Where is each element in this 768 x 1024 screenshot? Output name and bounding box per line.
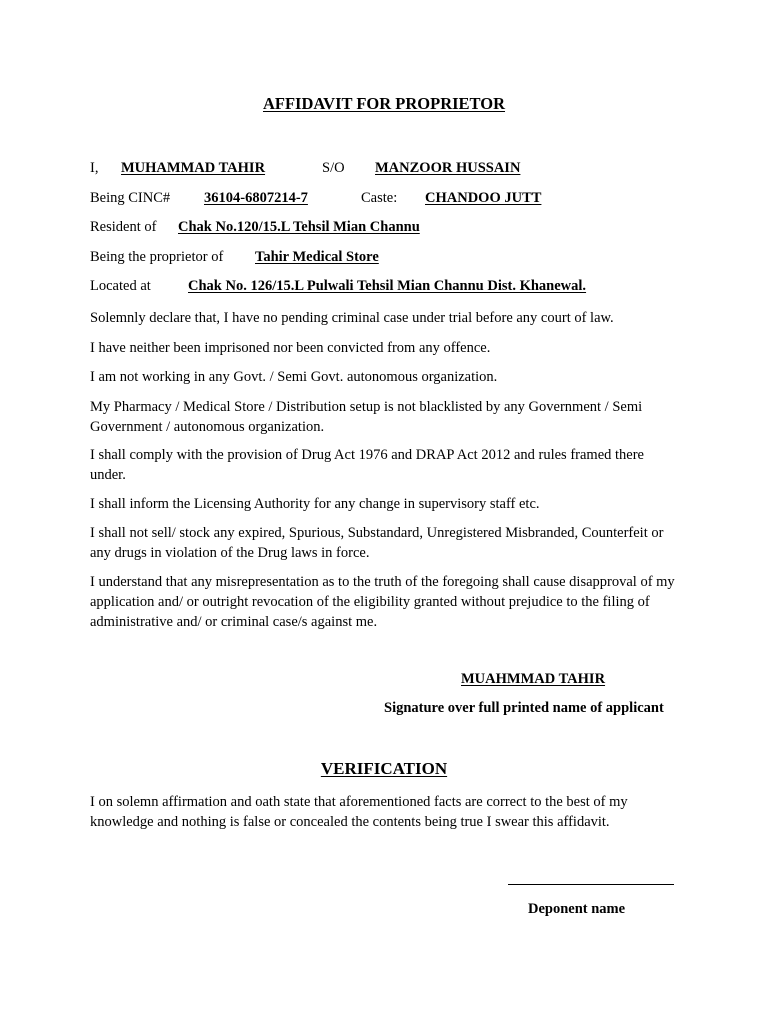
declaration-item: I understand that any misrepresentation as to the truth of the foregoing shall cause disapproval of my application and/ or outright revocation of the eligibility granted without prejudice to the filing of administrative and/ or criminal case/s against me. — [90, 574, 675, 630]
declaration-item: I shall not sell/ stock any expired, Spurious, Substandard, Unregistered Misbranded, Counterfeit or any drugs in violation of the Drug laws in force. — [90, 525, 664, 561]
store-location: Chak No. 126/15.L Pulwali Tehsil Mian Channu Dist. Khanewal. — [188, 278, 587, 294]
declaration-item: My Pharmacy / Medical Store / Distribution setup is not blacklisted by any Government / Semi Government / autonomous organization. — [90, 399, 643, 435]
signatory-name: MUAHMMAD TAHIR — [461, 671, 606, 687]
declaration-item: I have neither been imprisoned nor been convicted from any offence. — [90, 340, 491, 356]
resident-label: Resident of — [90, 219, 157, 235]
declaration-item: I am not working in any Govt. / Semi Govt. autonomous organization. — [90, 369, 498, 385]
verification-title: VERIFICATION — [320, 759, 448, 778]
resident-address: Chak No.120/15.L Tehsil Mian Channu — [178, 219, 420, 235]
verification-text: I on solemn affirmation and oath state that aforementioned facts are correct to the best of my knowledge and nothing is false or concealed the contents being true I swear this affidavit. — [90, 794, 628, 830]
deponent-label: Deponent name — [528, 901, 626, 917]
cnic-number: 36104-6807214-7 — [204, 190, 308, 206]
document-title: AFFIDAVIT FOR PROPRIETOR — [262, 94, 506, 113]
store-name: Tahir Medical Store — [255, 249, 379, 265]
declaration-item: I shall comply with the provision of Drug Act 1976 and DRAP Act 2012 and rules framed there under. — [90, 447, 644, 483]
located-label: Located at — [90, 278, 151, 294]
father-name: MANZOOR HUSSAIN — [375, 160, 521, 176]
caste-label: Caste: — [361, 190, 398, 206]
applicant-name: MUHAMMAD TAHIR — [121, 160, 266, 176]
signature-caption: Signature over full printed name of applicant — [384, 700, 664, 716]
cnic-label: Being CINC# — [90, 190, 171, 206]
declaration-item: Solemnly declare that, I have no pending criminal case under trial before any court of law. — [90, 310, 614, 326]
son-of-label: S/O — [322, 160, 345, 176]
caste-value: CHANDOO JUTT — [425, 190, 542, 206]
deponent-signature-line — [508, 884, 674, 885]
declaration-item: I shall inform the Licensing Authority for any change in supervisory staff etc. — [90, 496, 540, 512]
i-label: I, — [90, 160, 99, 176]
proprietor-label: Being the proprietor of — [90, 249, 224, 265]
